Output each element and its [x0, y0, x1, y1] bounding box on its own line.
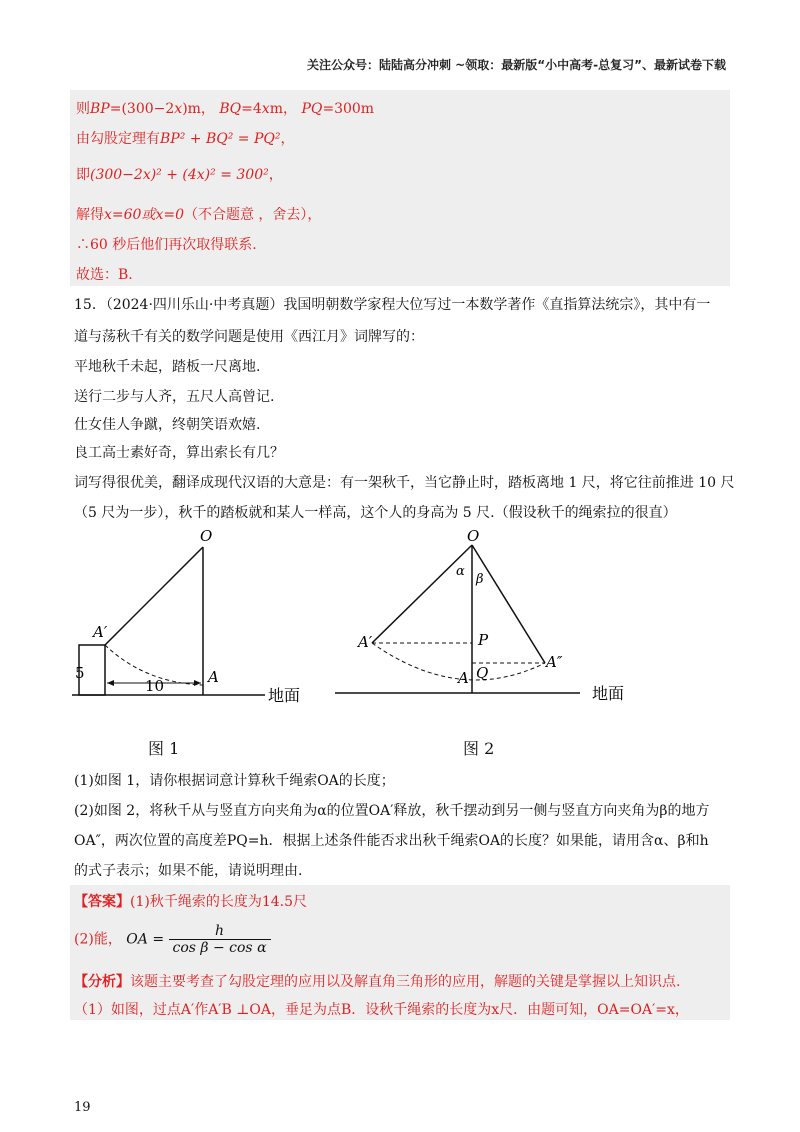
- math: =4: [241, 101, 262, 117]
- subquestion-2-line-2: OA″，两次位置的高度差PQ=h．根据上述条件能否求出秋千绳索OA的长度？如果能，请用含α、β和h: [74, 833, 709, 849]
- subquestion-1: (1)如图 1，请你根据词意计算秋千绳索OA的长度；: [74, 773, 395, 789]
- math: BP: [90, 101, 110, 117]
- math: m，: [269, 101, 297, 117]
- label-ground: 地面: [268, 686, 301, 705]
- math: PQ: [301, 101, 323, 117]
- answer-line-1: [74, 891, 307, 911]
- solution-line-2: [76, 128, 294, 148]
- label-Q: Q: [476, 664, 489, 682]
- label-ground: 地面: [592, 684, 625, 703]
- math: )m，: [182, 101, 215, 117]
- answer-part-2: (2)能，: [74, 931, 122, 948]
- math: x: [174, 101, 183, 117]
- step-1-line: （1）如图，过点A′作A′B ⊥OA，垂足为点B．设秋千绳索的长度为x尺．由题可知，OA=OA′=x，: [74, 1002, 689, 1018]
- math: x=60或x=0: [104, 207, 184, 223]
- arrow-left: [107, 680, 114, 686]
- poem-line-2: 送行二步与人齐，五尺人高曾记.: [74, 389, 275, 405]
- label-10: 10: [145, 677, 165, 695]
- rope-OA-prime: [372, 545, 472, 643]
- denominator: cos β − cos α: [172, 940, 267, 956]
- math: (300−2x)² + (4x)² = 300²: [90, 167, 269, 183]
- analysis-tag: 【分析】: [74, 974, 130, 990]
- figure-1-caption: 图 1: [148, 739, 180, 758]
- solution-line-4: [76, 204, 321, 224]
- text: 则: [76, 101, 90, 117]
- math: x: [261, 101, 270, 117]
- math: BQ: [219, 101, 242, 117]
- solution-line-1: [76, 98, 374, 118]
- solution-block: [70, 90, 730, 286]
- figure-1: [60, 525, 320, 715]
- answer-line-2: [74, 923, 271, 956]
- label-5: 5: [75, 664, 85, 682]
- math: BP² + BQ² = PQ²: [160, 131, 281, 147]
- label-alpha: α: [456, 564, 465, 579]
- label-A-dprime: A″: [546, 653, 563, 671]
- text: 即: [76, 167, 90, 183]
- translation-line-1: 词写得很优美，翻译成现代汉语的大意是：有一架秋千，当它静止时，踏板离地 1 尺，将它往前推进 10 尺: [74, 475, 735, 491]
- text: 解得: [76, 207, 104, 223]
- poem-line-4: 良工高士素好奇，算出索长有几？: [74, 445, 284, 461]
- math: =300m: [322, 101, 375, 117]
- solution-line-5: ∴60 秒后他们再次取得联系.: [76, 237, 257, 253]
- page-header: 关注公众号：陆陆高分冲刺 ~领取：最新版“小中高考-总复习”、最新试卷下载: [307, 58, 726, 72]
- label-beta: β: [476, 572, 484, 587]
- translation-line-2: （5 尺为一步），秋千的踏板就和某人一样高，这个人的身高为 5 尺.（假设秋千的绳索拉的很直）: [74, 505, 677, 521]
- label-P: P: [478, 631, 489, 649]
- solution-line-6: 故选：B.: [76, 267, 133, 283]
- rope: [105, 547, 203, 645]
- answer-tag: 【答案】: [74, 894, 130, 910]
- label-O: O: [200, 527, 213, 545]
- label-O: O: [467, 527, 480, 545]
- text: ，: [280, 131, 295, 147]
- label-A-prime: A′: [358, 633, 373, 651]
- answer-block: [70, 885, 730, 1020]
- label-A: A: [208, 668, 219, 686]
- text: 由勾股定理有: [76, 131, 160, 147]
- label-A: A: [458, 669, 469, 687]
- analysis-line: [74, 971, 680, 991]
- poem-line-3: 仕女佳人争蹴，终朝笑语欢嬉.: [74, 417, 261, 433]
- label-A-prime: A′: [93, 623, 108, 641]
- solution-line-3: [76, 164, 283, 184]
- answer-part-1: (1)秋千绳索的长度为14.5尺: [130, 894, 308, 910]
- figure-2: [330, 525, 650, 715]
- formula-lhs: OA =: [126, 931, 165, 948]
- math: =(300−2: [109, 101, 175, 117]
- numerator: h: [169, 923, 271, 940]
- question-line-2: 道与荡秋千有关的数学问题是使用《西江月》词牌写的：: [74, 329, 424, 345]
- text: （不合题意 ，舍去），: [183, 207, 322, 223]
- subquestion-2-line-3: 的式子表示；如果不能，请说明理由.: [74, 863, 303, 879]
- question-line-1: 15．（2024·四川乐山·中考真题）我国明朝数学家程大位写过一本数学著作《直指算法统宗》，其中有一: [74, 297, 711, 313]
- page-number: 19: [74, 1100, 91, 1115]
- figure-2-caption: 图 2: [463, 739, 495, 758]
- analysis-text: 该题主要考查了勾股定理的应用以及解直角三角形的应用，解题的关键是掌握以上知识点.: [130, 974, 681, 990]
- poem-line-1: 平地秋千未起，踏板一尺离地.: [74, 359, 261, 375]
- subquestion-2-line-1: (2)如图 2，将秋千从与竖直方向夹角为α的位置OA′释放，秋千摆动到另一侧与竖直方向夹角为β的地方: [74, 803, 710, 819]
- text: ，: [268, 167, 283, 183]
- formula-fraction: [169, 923, 271, 956]
